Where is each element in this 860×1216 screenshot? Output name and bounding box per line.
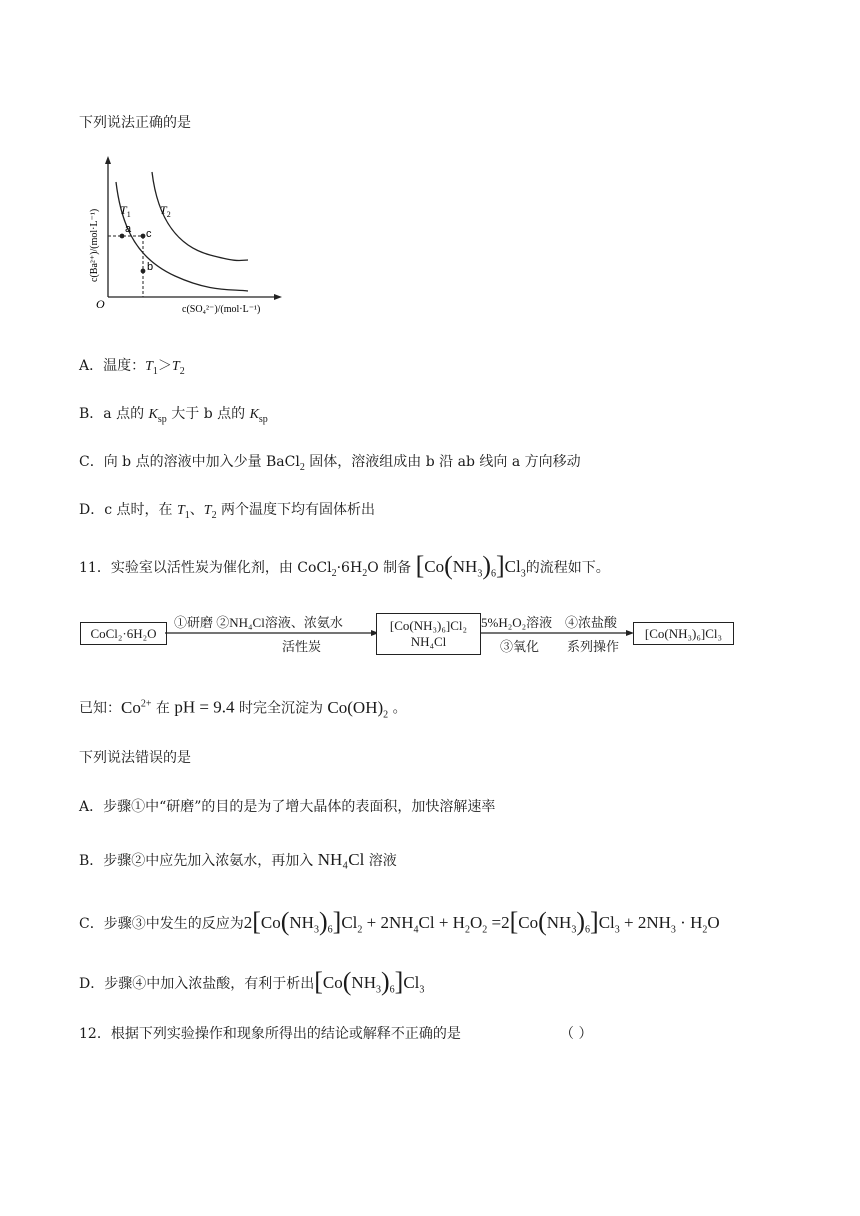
point-c: [141, 234, 146, 239]
flow-step3-top: ④浓盐酸: [565, 615, 618, 630]
question-intro: 下列说法正确的是: [79, 115, 191, 131]
q12-answer-paren: （ ）: [560, 1026, 593, 1042]
point-a: [120, 234, 125, 239]
point-b-label: b: [147, 261, 154, 273]
flow-box-start: CoCl₂·6H₂O: [80, 622, 167, 645]
flow-step1-top: ①研磨 ②NH₄Cl溶液、浓氨水: [174, 615, 343, 630]
option-b: B．a 点的 $K_{sp}$ 大于 b 点的 $K_{sp}$: [79, 406, 268, 425]
q11-option-a: A．步骤①中“研磨”的目的是为了增大晶体的表面积，加快溶解速率: [79, 799, 496, 815]
solubility-graph: [80, 152, 300, 322]
point-a-label: a: [125, 223, 132, 235]
point-c-label: c: [146, 228, 152, 240]
q12-stem: 12．根据下列实验操作和现象所得出的结论或解释不正确的是: [79, 1026, 461, 1042]
q11-option-b: B．步骤②中应先加入浓氨水，再加入 NH₄Cl 溶液: [79, 850, 397, 869]
flow-box-end: [Co(NH₃)₆]Cl₃: [633, 622, 734, 645]
origin-label: O: [96, 297, 105, 311]
t1-label: $T_1$: [120, 203, 131, 219]
x-axis-label: c(SO₄²⁻)/(mol·L⁻¹): [182, 304, 261, 315]
flow-step3-bottom: 系列操作: [567, 639, 620, 654]
flow-step2-bottom: ③氧化: [500, 639, 540, 654]
flow-step2-top: 5%H₂O₂溶液: [481, 615, 553, 630]
option-d: D．c 点时，在 $T_1$、$T_2$ 两个温度下均有固体析出: [79, 502, 376, 521]
flow-box-middle: [Co(NH₃)₆]Cl₂ NH₄Cl: [376, 613, 481, 655]
option-a: A．温度：$T_1>T_2$: [79, 358, 185, 377]
q11-stem: 11．实验室以活性炭为催化剂，由 $CoCl_2\cdot 6H_2O$ 制备 $[Co(NH_3)_6]Cl_3$的流程如下。: [79, 551, 610, 580]
known-condition: 已知：$Co^{2+}$ 在 pH = 9.4 时完全沉淀为 $Co(OH)_2$ 。: [79, 697, 407, 721]
y-axis-label: c(Ba²⁺)/(mol·L⁻¹): [89, 208, 100, 282]
t2-label: $T_2$: [160, 203, 171, 219]
option-c: C．向 b 点的溶液中加入少量 BaCl$_2$ 固体，溶液组成由 b 沿 ab 线向 a 方向移动: [79, 454, 581, 473]
flow-step1-bottom: 活性炭: [282, 639, 322, 654]
point-b: [141, 269, 146, 274]
q11-option-d: D．步骤④中加入浓盐酸，有利于析出$[Co(NH_3)_6]Cl_3$: [79, 967, 425, 996]
q11-option-c: C．步骤③中发生的反应为$2[Co(NH_3)_6]Cl_2 + 2NH_4Cl + H_2O_2 =2[Co(NH_3)_6]Cl_3 + 2NH_3 \cdot H_2O$: [79, 907, 720, 936]
wrong-intro: 下列说法错误的是: [79, 750, 191, 766]
